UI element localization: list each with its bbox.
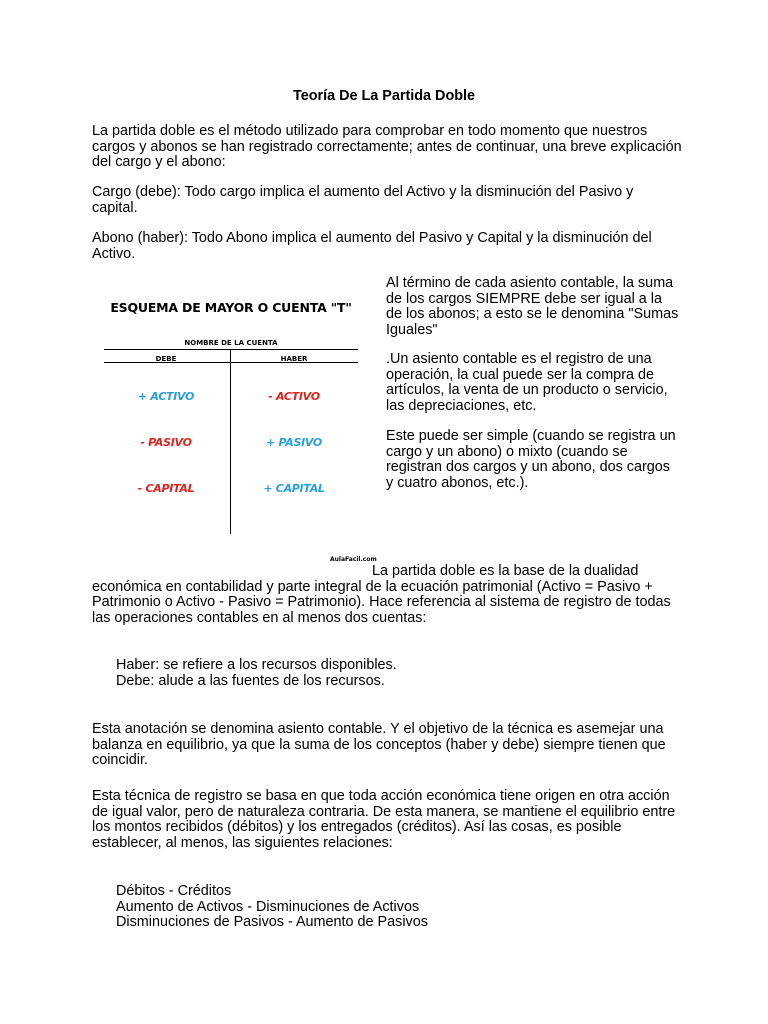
- relaciones-list: [116, 884, 676, 931]
- haber-header: HABER: [280, 355, 308, 363]
- text-line: registran dos cargos y un abono, dos cargos: [386, 459, 670, 476]
- page-title: Teoría De La Partida Doble: [292, 88, 476, 104]
- text-line: Cargo (debe): Todo cargo implica el aumento del Activo y la disminución del Pasivo y: [92, 184, 634, 200]
- text-line: .Un asiento contable es el registro de una: [386, 351, 652, 367]
- debe-header: DEBE: [155, 355, 177, 363]
- text-line: Este puede ser simple (cuando se registra un: [386, 428, 676, 444]
- text-line: establecer, al menos, las siguientes relaciones:: [92, 834, 393, 851]
- debe-item-capital: - CAPITAL: [137, 482, 195, 495]
- text-line: balanza en equilibrio, ya que la suma de los conceptos (haber y debe) siempre tienen que: [92, 736, 666, 753]
- text-line: Al término de cada asiento contable, la suma: [386, 275, 674, 291]
- text-line: los montos recibidos (débitos) y los entregados (créditos). Así las cosas, es posible: [92, 819, 622, 836]
- text-line: Esta anotación se denomina asiento contable. Y el objetivo de la técnica es asemejar una: [92, 721, 664, 737]
- t-account-diagram: [100, 296, 377, 566]
- debe-item-activo: + ACTIVO: [137, 390, 195, 403]
- intro-paragraph: [92, 124, 692, 171]
- haber-item-capital: + CAPITAL: [263, 482, 325, 495]
- text-line: Iguales": [386, 321, 438, 338]
- debe-item-pasivo: - PASIVO: [140, 436, 192, 449]
- text-line: y cuatro abonos, etc.).: [386, 474, 529, 491]
- list-item: Aumento de Activos - Disminuciones de Activos: [116, 898, 420, 915]
- text-line: Abono (haber): Todo Abono implica el aumento del Pasivo y Capital y la disminución del: [92, 230, 652, 246]
- haber-item-pasivo: + PASIVO: [266, 436, 322, 449]
- dualidad-paragraph: [92, 564, 692, 626]
- text-line: de igual valor, pero de naturaleza contraria. De esta manera, se mantiene el equilibrio entre: [92, 803, 676, 820]
- haber-debe-list: [116, 658, 676, 689]
- asiento-paragraph: [386, 352, 686, 414]
- anotacion-paragraph: [92, 722, 692, 769]
- abono-paragraph: [92, 231, 692, 262]
- text-line: las operaciones contables en al menos dos cuentas:: [92, 609, 427, 626]
- sumas-iguales-paragraph: [386, 276, 686, 338]
- list-item: Disminuciones de Pasivos - Aumento de Pasivos: [116, 914, 428, 931]
- text-line: las depreciaciones, etc.: [386, 397, 537, 414]
- text-line: Activo.: [92, 245, 136, 262]
- text-line: Patrimonio o Activo - Pasivo = Patrimonio). Hace referencia al sistema de registro de todas: [92, 594, 671, 611]
- text-line: económica en contabilidad y parte integral de la ecuación patrimonial (Activo = Pasivo +: [92, 578, 653, 595]
- text-line: de los abonos; a esto se le denomina "Sumas: [386, 306, 679, 323]
- text-line: artículos, la venta de un producto o servicio,: [386, 382, 668, 399]
- text-line: cargos y abonos se han registrado correctamente; antes de continuar, una breve explicación: [92, 138, 682, 155]
- tecnica-paragraph: [92, 789, 692, 851]
- text-line: operación, la cual puede ser la compra de: [386, 366, 654, 383]
- text-line: La partida doble es el método utilizado para comprobar en todo momento que nuestros: [92, 123, 648, 139]
- t-vertical-line: [230, 350, 231, 534]
- text-line: del cargo y el abono:: [92, 154, 226, 171]
- account-name-label: NOMBRE DE LA CUENTA: [184, 339, 278, 347]
- diagram-source-credit: AulaFacil.com: [330, 556, 377, 563]
- text-line: de los cargos SIEMPRE debe ser igual a la: [386, 290, 662, 307]
- diagram-title: ESQUEMA DE MAYOR O CUENTA "T": [110, 300, 352, 315]
- text-line: Esta técnica de registro se basa en que toda acción económica tiene origen en otra acción: [92, 788, 670, 804]
- text-line: cargo y un abono) o mixto (cuando se: [386, 443, 628, 460]
- text-line: La partida doble es la base de la dualidad: [372, 563, 639, 579]
- simple-mixto-paragraph: [386, 429, 686, 491]
- haber-item-activo: - ACTIVO: [268, 390, 320, 403]
- cargo-paragraph: [92, 185, 692, 216]
- list-item: Haber: se refiere a los recursos disponibles.: [116, 657, 397, 673]
- list-item: Debe: alude a las fuentes de los recursos.: [116, 672, 385, 689]
- t-header-underline: [104, 362, 358, 363]
- t-horizontal-line: [104, 349, 358, 350]
- list-item: Débitos - Créditos: [116, 883, 232, 899]
- text-line: capital.: [92, 199, 138, 216]
- text-line: coincidir.: [92, 752, 148, 769]
